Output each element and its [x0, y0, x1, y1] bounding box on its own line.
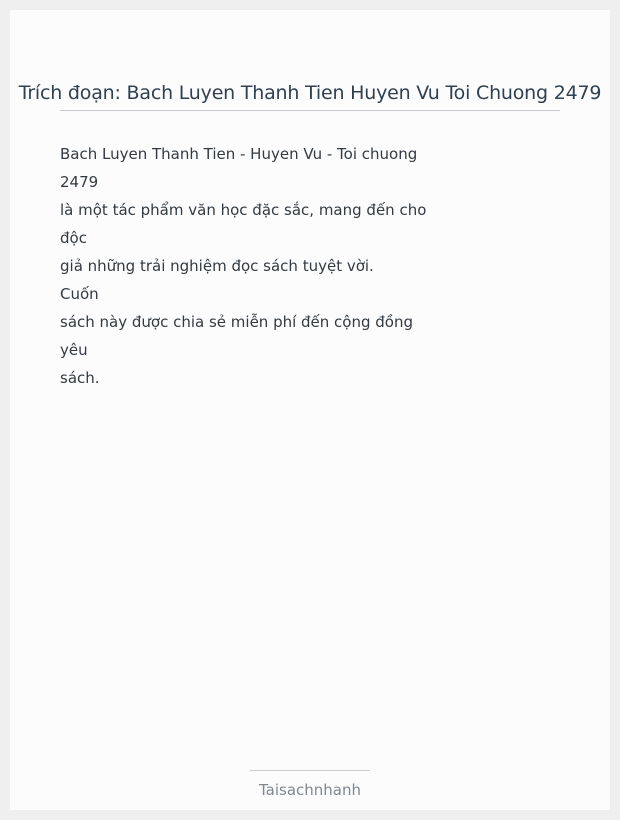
excerpt-line: yêu — [60, 341, 88, 359]
footer-site-name: Taisachnhanh — [258, 781, 362, 799]
title-divider — [60, 110, 560, 111]
excerpt-line: 2479 — [60, 173, 99, 191]
excerpt-line: là một tác phẩm văn học đặc sắc, mang đến cho — [60, 201, 427, 219]
excerpt-line: độc — [60, 229, 87, 247]
excerpt-line: giả những trải nghiệm đọc sách tuyệt vời. — [60, 257, 374, 275]
excerpt-line: sách này được chia sẻ miễn phí đến cộng đồng — [60, 313, 414, 331]
excerpt-body — [60, 140, 427, 392]
excerpt-line: sách. — [60, 369, 100, 387]
document-page — [10, 10, 610, 810]
page-title: Trích đoạn: Bach Luyen Thanh Tien Huyen Vu Toi Chuong 2479 — [18, 82, 602, 104]
footer-divider — [250, 770, 370, 771]
excerpt-line: Cuốn — [60, 285, 99, 303]
excerpt-line: Bach Luyen Thanh Tien - Huyen Vu - Toi chuong — [60, 145, 418, 163]
